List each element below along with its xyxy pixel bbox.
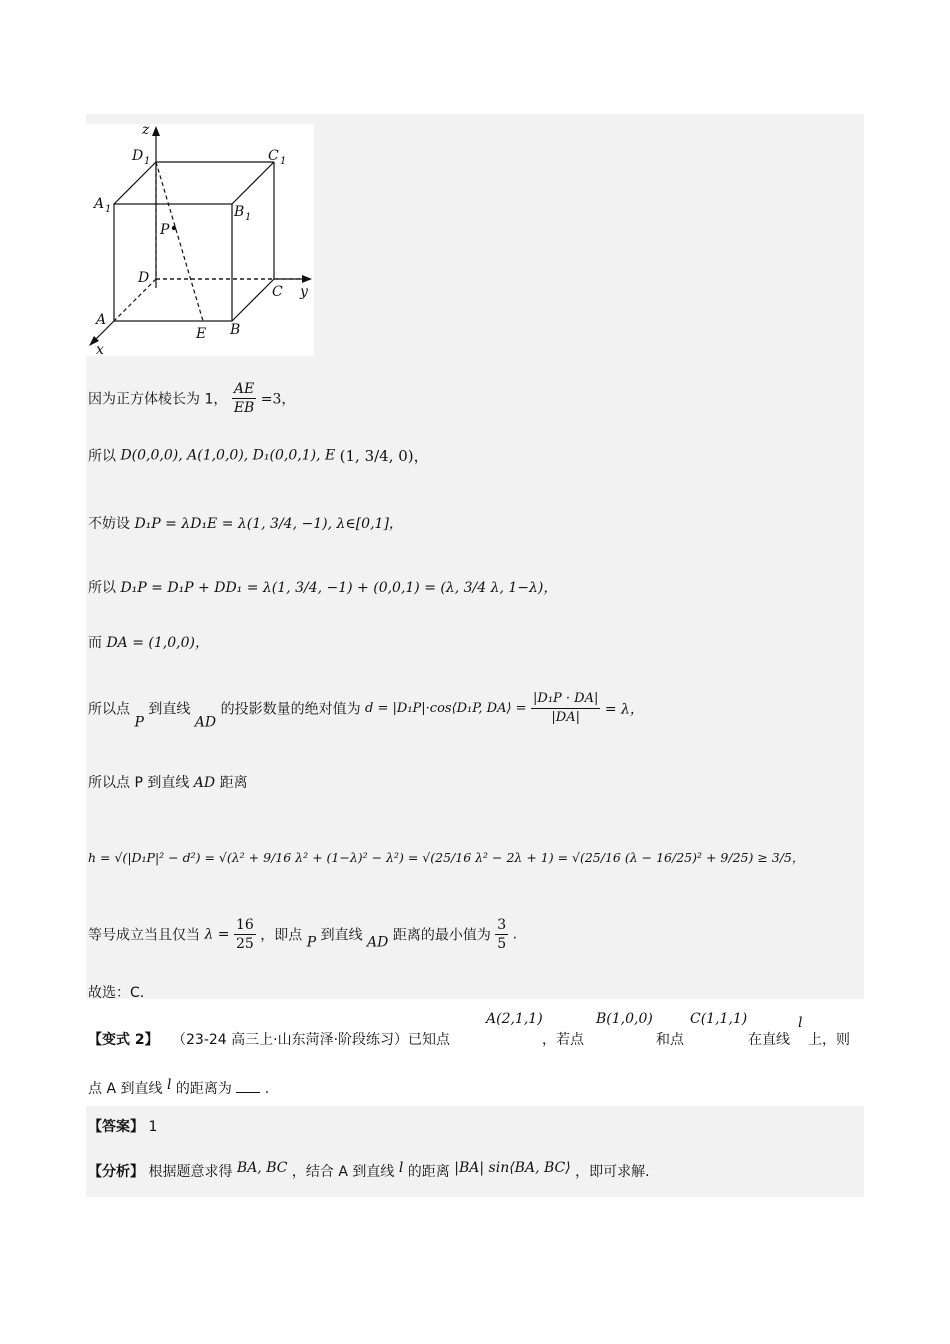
line-8-distance-formula: h = √(|D₁P|² − d²) = √(λ² + 9/16 λ² + (1−λ)² − λ²) = √(25/16 λ² − 2λ + 1) = √(25/16 (λ − 16/25)² + 9/25) ≥ 3/5， bbox=[88, 850, 805, 865]
label-b1: B bbox=[234, 204, 245, 220]
line-6: 所以点 P 到直线 AD 的投影数量的绝对值为 d = |D₁P|·cos⟨D₁P, DA⟩ = $\frac{\text{|D₁P · DA|}}{|DA|}$ = λ， bbox=[88, 691, 644, 731]
line-1: 因为正方体棱长为 1， $\frac{AE}{EB}$ =3， bbox=[88, 381, 296, 416]
answer-line bbox=[88, 1116, 157, 1136]
point-p bbox=[172, 226, 176, 230]
label-y: y bbox=[300, 284, 308, 300]
y-arrow bbox=[302, 275, 312, 283]
answer-blank bbox=[236, 1080, 260, 1093]
x-axis-hidden bbox=[114, 279, 156, 321]
z-arrow bbox=[152, 126, 160, 136]
cube-diagram bbox=[86, 124, 314, 356]
cube-figure bbox=[86, 124, 314, 356]
svg-text:1: 1 bbox=[105, 204, 112, 215]
fraction-projection: $\frac{\text{|D₁P · DA|}}{|DA|}$ bbox=[533, 691, 599, 725]
label-d: D bbox=[138, 270, 150, 286]
line-5: 而 DA = (1,0,0)， bbox=[88, 635, 209, 651]
label-e: E bbox=[196, 326, 207, 342]
answer-tag: 【答案】 bbox=[88, 1119, 144, 1135]
fraction-3-5: $\frac{3}{5}$ bbox=[497, 917, 507, 952]
line-9: 等号成立当且仅当 λ = $\frac{16}{25}$ ，即点 P 到直线 AD 距离的最小值为 $\frac{3}{5}$ . bbox=[88, 917, 518, 952]
label-a1: A bbox=[94, 196, 105, 212]
line-7: 所以点 P 到直线 AD 距离 bbox=[88, 775, 248, 791]
label-c1: C bbox=[268, 148, 279, 164]
label-p: P bbox=[160, 222, 170, 238]
analysis-line: 【分析】 根据题意求得 BA, BC ，结合 A 到直线 l 的距离 |BA| sin⟨BA, BC⟩ ，即可求解. bbox=[88, 1160, 650, 1180]
label-z: z bbox=[142, 124, 150, 138]
label-b: B bbox=[230, 322, 241, 338]
fraction-ae-eb: $\frac{AE}{EB}$ bbox=[233, 381, 255, 416]
svg-text:1: 1 bbox=[245, 212, 252, 223]
front-face bbox=[114, 204, 232, 321]
label-x: x bbox=[96, 342, 104, 356]
svg-text:1: 1 bbox=[280, 156, 287, 167]
answer-panel bbox=[86, 1106, 864, 1197]
variant-tag: 【变式 2】 bbox=[88, 1032, 159, 1048]
fraction-16-25: $\frac{16}{25}$ bbox=[235, 917, 254, 952]
svg-text:1: 1 bbox=[144, 156, 151, 167]
d1e-line bbox=[156, 162, 203, 321]
line-4: 所以 D₁P = D₁P + DD₁ = λ(1, 3/4, −1) + (0,0,1) = (λ, 3/4 λ, 1−λ)， bbox=[88, 580, 558, 596]
label-c: C bbox=[272, 284, 283, 300]
variant-question-line-2: 点 A 到直线 l 的距离为 . bbox=[88, 1077, 270, 1097]
label-d1: D bbox=[132, 148, 144, 164]
line-2: 所以 D(0,0,0), A(1,0,0), D₁(0,0,1), E (1, 3/4, 0)， bbox=[88, 447, 429, 465]
line-3: 不妨设 D₁P = λD₁E = λ(1, 3/4, −1), λ∈[0,1]， bbox=[88, 516, 403, 532]
analysis-tag: 【分析】 bbox=[88, 1164, 144, 1180]
line-10-choice: 故选：C. bbox=[88, 985, 145, 1001]
answer-value: 1 bbox=[148, 1119, 158, 1135]
label-a: A bbox=[96, 312, 107, 328]
